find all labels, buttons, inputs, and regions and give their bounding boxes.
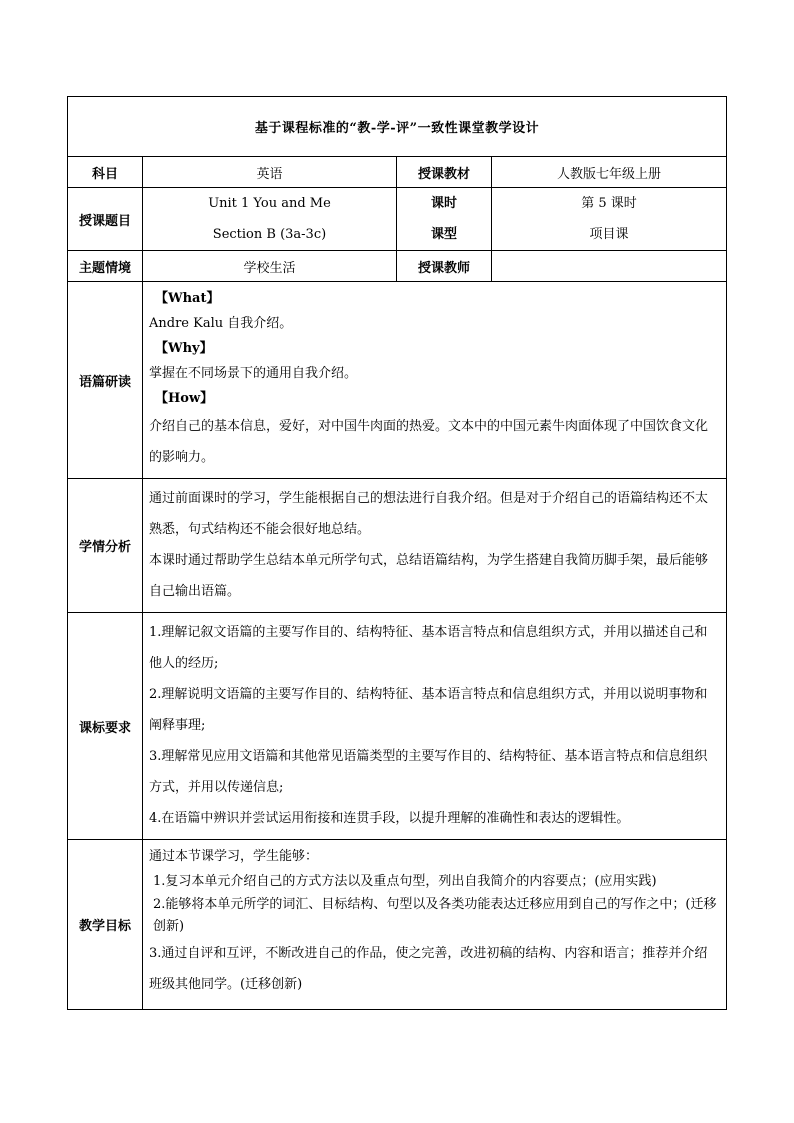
topic-value xyxy=(143,188,397,251)
topic-label: 授课题目 xyxy=(68,188,143,251)
students-paragraph-2: 本课时通过帮助学生总结本单元所学句式，总结语篇结构，为学生搭建自我简历脚手架，最后能够自己输出语篇。 xyxy=(149,553,709,599)
topic-line-1: Unit 1 You and Me xyxy=(208,196,331,211)
students-content xyxy=(143,479,727,613)
students-paragraph-1: 通过前面课时的学习，学生能根据自己的想法进行自我介绍。但是对于介绍自己的语篇结构还不太熟悉，句式结构还不能会很好地总结。 xyxy=(149,491,709,537)
teacher-value xyxy=(492,251,727,282)
standard-item-4: 4.在语篇中辨识并尝试运用衔接和连贯手段，以提升理解的准确性和表达的逻辑性。 xyxy=(149,811,630,826)
why-heading: 【Why】 xyxy=(155,341,213,356)
standards-label: 课标要求 xyxy=(68,613,143,840)
objectives-intro: 通过本节课学习，学生能够： xyxy=(149,849,319,864)
objective-item-3: 3.通过自评和互评，不断改进自己的作品，使之完善，改进初稿的结构、内容和语言；推荐并介绍班级其他同学。(迁移创新) xyxy=(149,946,708,992)
document-title: 基于课程标准的“教-学-评”一致性课堂教学设计 xyxy=(68,97,727,157)
how-heading: 【How】 xyxy=(155,391,214,406)
objectives-label: 教学目标 xyxy=(68,840,143,1010)
what-heading: 【What】 xyxy=(155,291,220,306)
why-text: 掌握在不同场景下的通用自我介绍。 xyxy=(149,366,358,381)
teacher-label: 授课教师 xyxy=(397,251,492,282)
topic-line-2: Section B (3a-3c) xyxy=(212,227,327,242)
how-text: 介绍自己的基本信息，爱好，对中国牛肉面的热爱。文本中的中国元素牛肉面体现了中国饮食文化的影响力。 xyxy=(149,419,709,465)
material-label: 授课教材 xyxy=(397,157,492,188)
theme-value: 学校生活 xyxy=(143,251,397,282)
period-value: 第 5 课时 xyxy=(581,196,637,211)
objective-item-1: 1.复习本单元介绍自己的方式方法以及重点句型，列出自我简介的内容要点；(应用实践) xyxy=(153,874,657,889)
objective-item-2: 2.能够将本单元所学的词汇、目标结构、句型以及各类功能表达迁移应用到自己的写作之中；(迁移创新) xyxy=(153,897,717,934)
subject-label: 科目 xyxy=(68,157,143,188)
type-value: 项目课 xyxy=(589,227,629,242)
type-label: 课型 xyxy=(430,227,457,242)
what-text: Andre Kalu 自我介绍。 xyxy=(149,316,293,331)
standards-content xyxy=(143,613,727,840)
objectives-content xyxy=(143,840,727,1010)
standard-item-2: 2.理解说明文语篇的主要写作目的、结构特征、基本语言特点和信息组织方式，并用以说明事物和阐释事理; xyxy=(149,687,708,733)
analysis-content xyxy=(143,282,727,479)
period-type-labels xyxy=(397,188,492,251)
material-value: 人教版七年级上册 xyxy=(492,157,727,188)
theme-label: 主题情境 xyxy=(68,251,143,282)
students-label: 学情分析 xyxy=(68,479,143,613)
standard-item-1: 1.理解记叙文语篇的主要写作目的、结构特征、基本语言特点和信息组织方式，并用以描述自己和他人的经历; xyxy=(149,625,708,671)
standard-item-3: 3.理解常见应用文语篇和其他常见语篇类型的主要写作目的、结构特征、基本语言特点和信息组织方式，并用以传递信息; xyxy=(149,749,708,795)
subject-value: 英语 xyxy=(143,157,397,188)
lesson-plan-table xyxy=(67,96,727,1010)
analysis-label: 语篇研读 xyxy=(68,282,143,479)
period-label: 课时 xyxy=(430,196,457,211)
period-type-values xyxy=(492,188,727,251)
